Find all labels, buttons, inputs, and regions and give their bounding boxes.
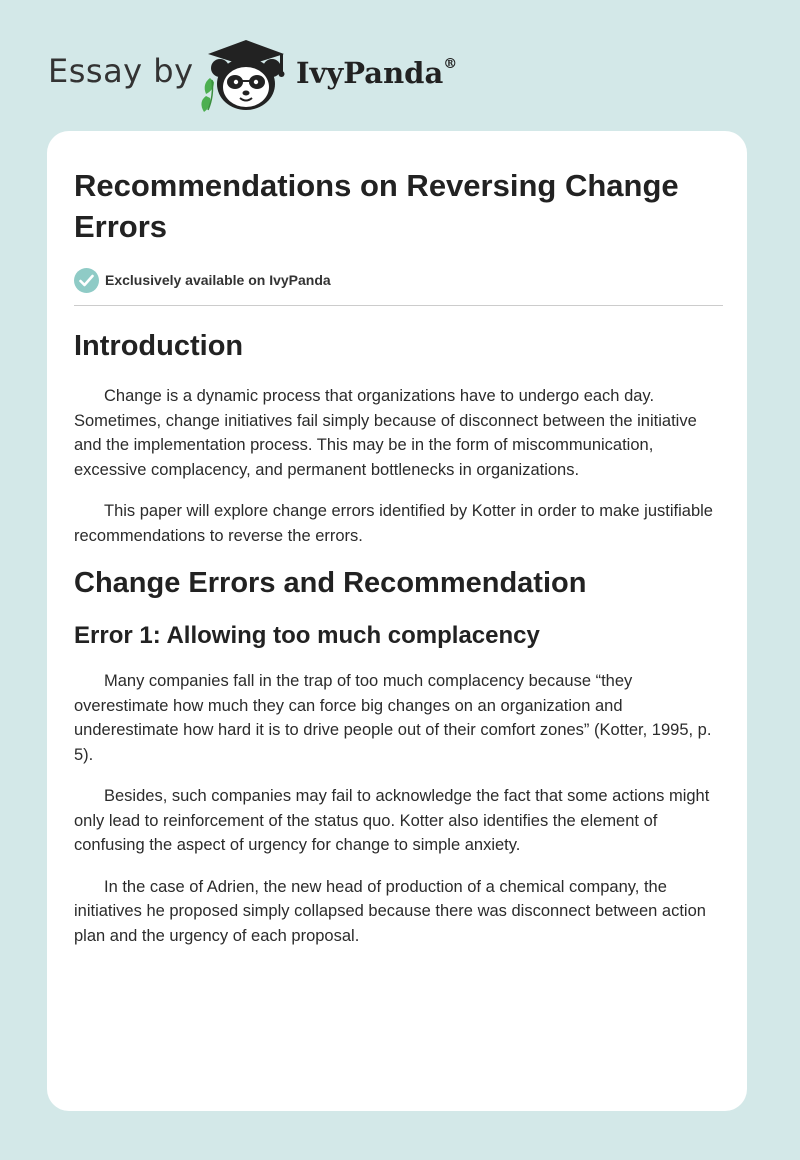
exclusive-badge xyxy=(74,267,724,293)
page-title: Recommendations on Reversing Change Errors xyxy=(74,168,679,244)
paragraph: Change is a dynamic process that organizations have to undergo each day. Sometimes, change initiatives fail simply because of disconnect between the initiative and the implementation process. This may be in the form of miscommunication, excessive complacency, and permanent bottlenecks in organizations. xyxy=(74,387,697,479)
section-heading-introduction: Introduction xyxy=(74,330,244,362)
essay-card xyxy=(47,131,747,1111)
site-header xyxy=(0,0,800,130)
essay-by-label: Essay by xyxy=(48,52,194,90)
paragraph: In the case of Adrien, the new head of production of a chemical company, the initiatives he proposed simply collapsed because there was disconnect between action plan and the urgency of each proposal. xyxy=(74,877,706,945)
subsection-heading-error-1: Error 1: Allowing too much complacency xyxy=(74,622,540,649)
divider xyxy=(74,305,723,306)
exclusive-text: Exclusively available on IvyPanda xyxy=(105,272,331,288)
check-icon xyxy=(74,268,99,293)
essay-content xyxy=(74,165,724,965)
paragraph: Many companies fall in the trap of too much complacency because “they overestimate how much they can force big changes on an organization and underestimate how hard it is to drive people out of their comfort zones” (Kotter, 1995, p. 5). xyxy=(74,672,712,764)
ivypanda-logo-icon xyxy=(196,34,296,114)
paragraph: This paper will explore change errors identified by Kotter in order to make justifiable recommendations to reverse the errors. xyxy=(74,502,713,545)
brand-name: IvyPanda® xyxy=(296,56,458,90)
paragraph: Besides, such companies may fail to acknowledge the fact that some actions might only lead to reinforcement of the status quo. Kotter also identifies the element of confusing the aspect of urgency for change to simple anxiety. xyxy=(74,787,710,854)
section-heading-change-errors: Change Errors and Recommendation xyxy=(74,567,587,599)
